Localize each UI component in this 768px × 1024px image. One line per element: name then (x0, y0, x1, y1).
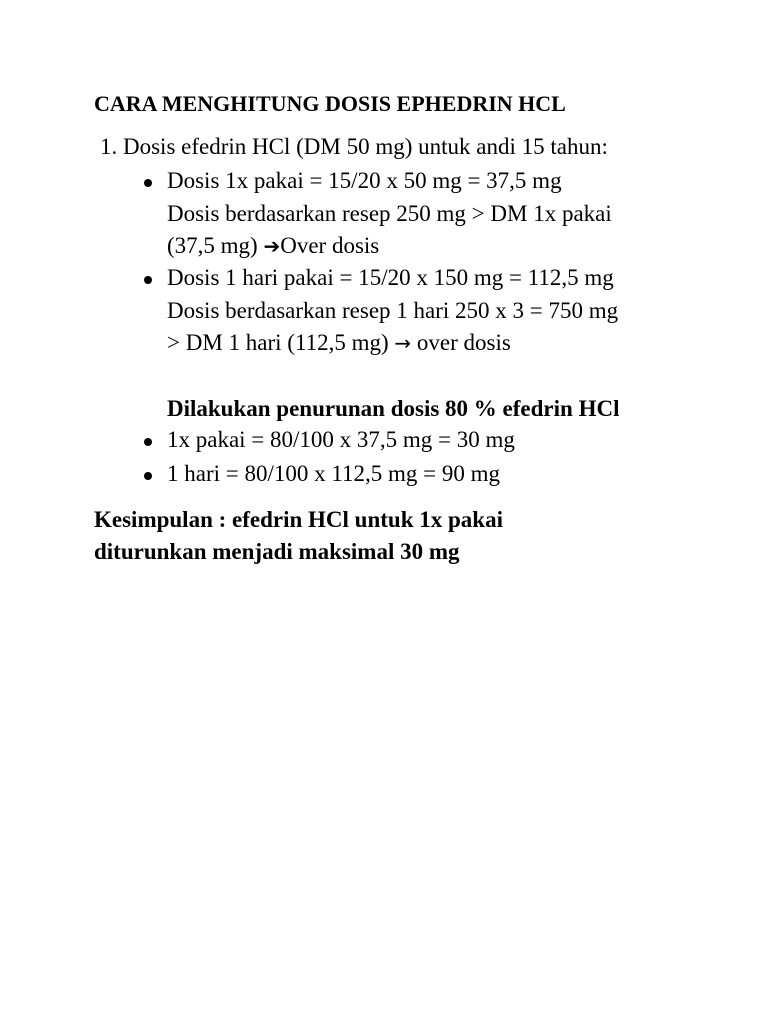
bullet-icon (144, 276, 152, 284)
reduction-heading: Dilakukan penurunan dosis 80 % efedrin HCl (167, 396, 620, 421)
bullet-dose-1x-line1: Dosis 1x pakai = 15/20 x 50 mg = 37,5 mg (167, 168, 562, 193)
dose-value-text: > DM 1 hari (112,5 mg) (167, 330, 395, 355)
conclusion-line2: diturunkan menjadi maksimal 30 mg (94, 539, 460, 564)
list-item-1 (100, 133, 608, 161)
overdose-text: over dosis (411, 330, 511, 355)
bullet-icon (144, 472, 152, 480)
bullet-icon (144, 179, 152, 187)
bullet-dose-day-line1: Dosis 1 hari pakai = 15/20 x 150 mg = 112,5 mg (167, 265, 614, 290)
list-item-text: Dosis efedrin HCl (DM 50 mg) untuk andi 15 tahun: (123, 134, 608, 159)
arrow-right-icon: → (394, 331, 412, 355)
arrow-right-icon: ➔ (263, 234, 281, 258)
dose-value-text: (37,5 mg) (167, 233, 264, 258)
bullet-dose-1x-line3 (167, 232, 379, 260)
overdose-text: Over dosis (280, 233, 380, 258)
document-title: CARA MENGHITUNG DOSIS EPHEDRIN HCL (94, 91, 566, 116)
reduction-bullet-day: 1 hari = 80/100 x 112,5 mg = 90 mg (167, 461, 501, 486)
bullet-dose-day-line2: Dosis berdasarkan resep 1 hari 250 x 3 = 750 mg (167, 298, 619, 323)
reduction-bullet-1x: 1x pakai = 80/100 x 37,5 mg = 30 mg (167, 427, 515, 452)
list-number: 1. (100, 134, 118, 159)
bullet-dose-day-line3 (167, 329, 511, 357)
bullet-dose-1x-line2: Dosis berdasarkan resep 250 mg > DM 1x pakai (167, 201, 612, 226)
bullet-icon (144, 438, 152, 446)
conclusion-line1: Kesimpulan : efedrin HCl untuk 1x pakai (94, 507, 503, 532)
